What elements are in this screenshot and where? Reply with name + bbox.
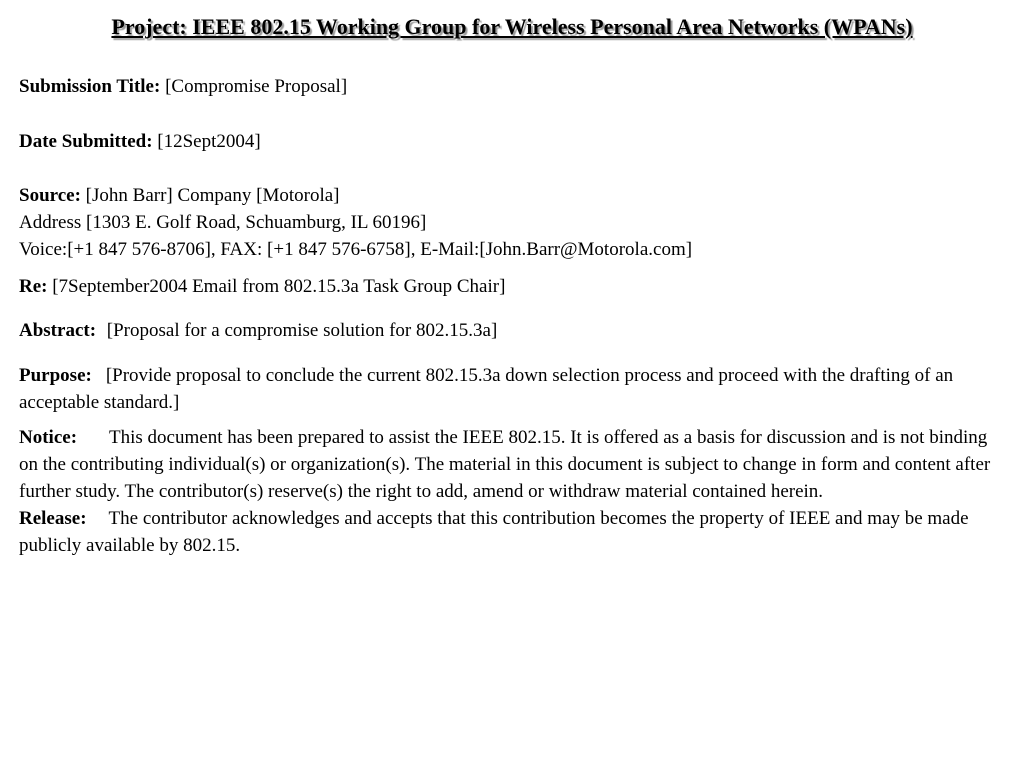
release-value: The contributor acknowledges and accepts that this contribution becomes the property of IEEE and may be made publicly available by 802.15. — [19, 508, 969, 556]
notice-release-block — [19, 424, 1009, 559]
source-contact: Voice:[+1 847 576-8706], FAX: [+1 847 576-6758], E-Mail:[John.Barr@Motorola.com] — [19, 239, 693, 260]
date-submitted-label: Date Submitted: — [19, 131, 153, 152]
re-line — [19, 273, 1009, 300]
re-value: [7September2004 Email from 802.15.3a Task Group Chair] — [52, 276, 506, 297]
date-submitted-value: [12Sept2004] — [157, 131, 261, 152]
source-label: Source: — [19, 185, 81, 206]
abstract-value: [Proposal for a compromise solution for 802.15.3a] — [106, 320, 498, 341]
notice-paragraph — [19, 424, 1009, 505]
release-label: Release: — [19, 508, 87, 529]
purpose-block — [19, 362, 1009, 416]
source-block — [19, 182, 1009, 263]
page-title: Project: IEEE 802.15 Working Group for Wireless Personal Area Networks (WPANs) — [111, 14, 913, 39]
purpose-value: [Provide proposal to conclude the current 802.15.3a down selection process and proceed with the drafting of an acceptable standard.] — [19, 365, 954, 413]
release-paragraph — [19, 505, 1009, 559]
notice-value: This document has been prepared to assist the IEEE 802.15. It is offered as a basis for discussion and is not binding on the contributing individual(s) or organization(s). The material in this document is subject to change in form and content after further study. The contributor(s) reserve(s) the right to add, amend or withdraw material contained herein. — [19, 427, 991, 502]
source-address: Address [1303 E. Golf Road, Schuamburg, IL 60196] — [19, 212, 427, 233]
submission-title-value: [Compromise Proposal] — [165, 76, 348, 97]
re-label: Re: — [19, 276, 48, 297]
source-value: [John Barr] Company [Motorola] — [85, 185, 340, 206]
abstract-line — [19, 317, 1009, 344]
submission-title-line — [19, 73, 1009, 100]
abstract-label: Abstract: — [19, 320, 97, 341]
purpose-label: Purpose: — [19, 365, 92, 386]
source-line — [19, 182, 1009, 209]
notice-label: Notice: — [19, 427, 78, 448]
date-submitted-line — [19, 128, 1009, 155]
submission-title-label: Submission Title: — [19, 76, 161, 97]
